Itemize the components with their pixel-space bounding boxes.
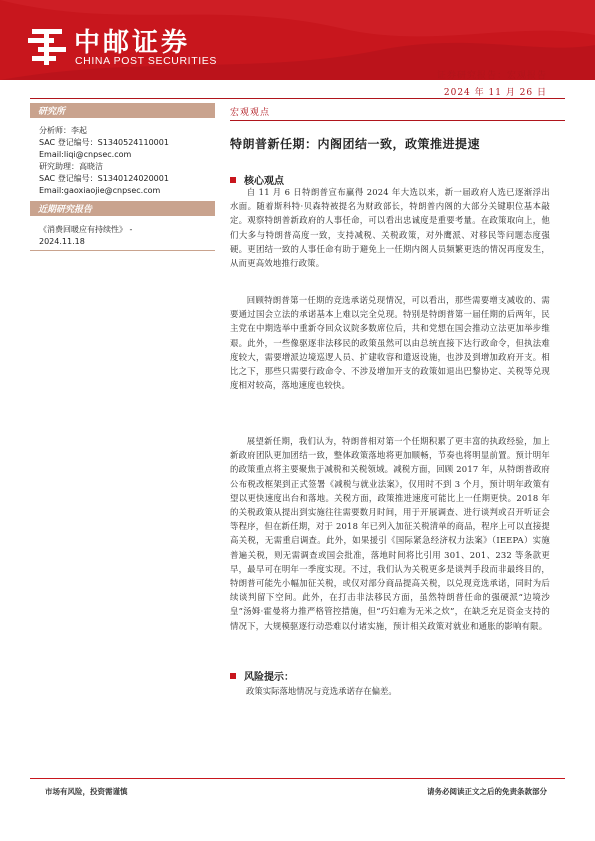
risk-body: 政策实际落地情况与竞选承诺存在偏差。 xyxy=(246,686,397,696)
recent-report-date: 2024.11.18 xyxy=(39,237,85,246)
assistant-email[interactable]: Email:gaoxiaojie@cnpsec.com xyxy=(39,186,161,195)
footer-disclaimer-note: 请务必阅读正文之后的免责条款部分 xyxy=(427,787,547,796)
brand-name-cn: 中邮证券 xyxy=(74,28,191,58)
assistant-name: 研究助理：高晓洁 xyxy=(39,162,103,171)
sidebar-research-head xyxy=(30,103,215,118)
bullet-square-icon xyxy=(230,673,236,679)
assistant-sac: SAC 登记编号：S1340124020001 xyxy=(39,174,169,183)
report-type: 证券研究报告：宏观报告 xyxy=(436,71,547,81)
paragraph-1: 自 11 月 6 日特朗普宣布赢得 2024 年大选以来，新一届政府人选已逐渐浮出水面。随着斯科特·贝森特被提名为财政部长，特朗普内阁的大部分关键职位基本敲定。观察特朗普新政府的人事任命，可以看出忠诚度是重要考量。在政策取向上，他们大多与特朗普高度一致，支持减税、关税政策，对外鹰派、对移民等问题态度强硬。更团结一致的人事任命有助于避免上一任期内阁人员频繁更迭的情况再度发生，从而更高效地推行政策。 xyxy=(230,187,550,269)
footer-divider xyxy=(30,778,565,779)
sidebar-recent-head xyxy=(30,201,215,216)
sidebar-divider xyxy=(30,250,215,251)
sidebar-recent-label: 近期研究报告 xyxy=(38,205,93,215)
risk-label: 风险提示： xyxy=(244,672,294,683)
section-tag-divider xyxy=(230,120,565,121)
analyst-name: 分析师：李起 xyxy=(39,126,87,135)
sidebar-research-label: 研究所 xyxy=(38,107,66,117)
analyst-sac: SAC 登记编号：S1340524110001 xyxy=(39,138,169,147)
brand-name-en: CHINA POST SECURITIES xyxy=(75,55,217,67)
analyst-email[interactable]: Email:liqi@cnpsec.com xyxy=(39,150,132,159)
logo-icon xyxy=(28,27,66,67)
section-tag: 宏观观点 xyxy=(230,108,271,118)
paragraph-2: 回顾特朗普第一任期的竞选承诺兑现情况，可以看出，那些需要增支减收的、需要通过国会立法的承诺基本上难以完全兑现。特别是特朗普第一届任期的后两年，民主党在中期选举中重新夺回众议院多数席位后，共和党想在国会推动立法更加举步维艰。此外，一些像驱逐非法移民的政策虽然可以由总统直接下达行政命令，但执法难度较大，需要增派边境巡逻人员、扩建收容和遣返设施，也涉及到增加政府开支。相比之下，那些只需要行政命令、不涉及增加开支的政策如退出巴黎协定、关税等兑现度相对较高，落地速度也较快。 xyxy=(230,295,550,391)
bullet-square-icon xyxy=(230,177,236,183)
recent-report-title[interactable]: 《消费回暖应有持续性》 - xyxy=(39,225,133,234)
risk-heading xyxy=(230,668,294,683)
header-divider xyxy=(30,98,565,99)
core-view-label: 核心观点 xyxy=(244,176,284,187)
footer-risk-note: 市场有风险，投资需谨慎 xyxy=(45,787,128,796)
paragraph-3: 展望新任期，我们认为，特朗普相对第一个任期积累了更丰富的执政经验，加上新政府团队更加团结一致，整体政策落地将更加顺畅，节奏也将明显前置。预计明年的政策重点将主要聚焦于减税和关税领域。减税方面，回顾 2017 年，从特朗普政府公布税改框架到正式签署《减税与就业法案》，仅用时不到 3 个月，预计明年政策有望以更快速度出台和落地。关税方面，政策推进速度可能比上一任期更快。2018 年的关税政策从提出到实施往往需要数月时间，用于开展调查、进行谈判或召开听证会等程序，但在新任期，对于 2018 年已列入加征关税清单的商品，程序上可以直接提高关税，无需重启调查。此外，如果援引《国际紧急经济权力法案》（IEEPA）实施普遍关税，则无需调查或国会批准，落地时间将比引用 301、201、232 等条款更早，最早可在明年一季度实现。不过，我们认为关税更多是谈判手段而非最终目的，特朗普可能先小幅加征关税，或仅对部分商品提高关税，以兑现竞选承诺，同时为后续谈判留下空间。此外，在打击非法移民方面，虽然特朗普任命的强硬派“边境沙皇”汤姆·霍曼将力推严格管控措施，但“巧妇难为无米之炊”，在缺乏充足资金支持的情况下，大规模驱逐行动恐难以付诸实施，预计相关政策对就业和通胀的影响有限。 xyxy=(230,436,550,631)
report-date: 2024 年 11 月 26 日 xyxy=(443,88,547,98)
report-title: 特朗普新任期：内阁团结一致，政策推进提速 xyxy=(230,137,481,151)
